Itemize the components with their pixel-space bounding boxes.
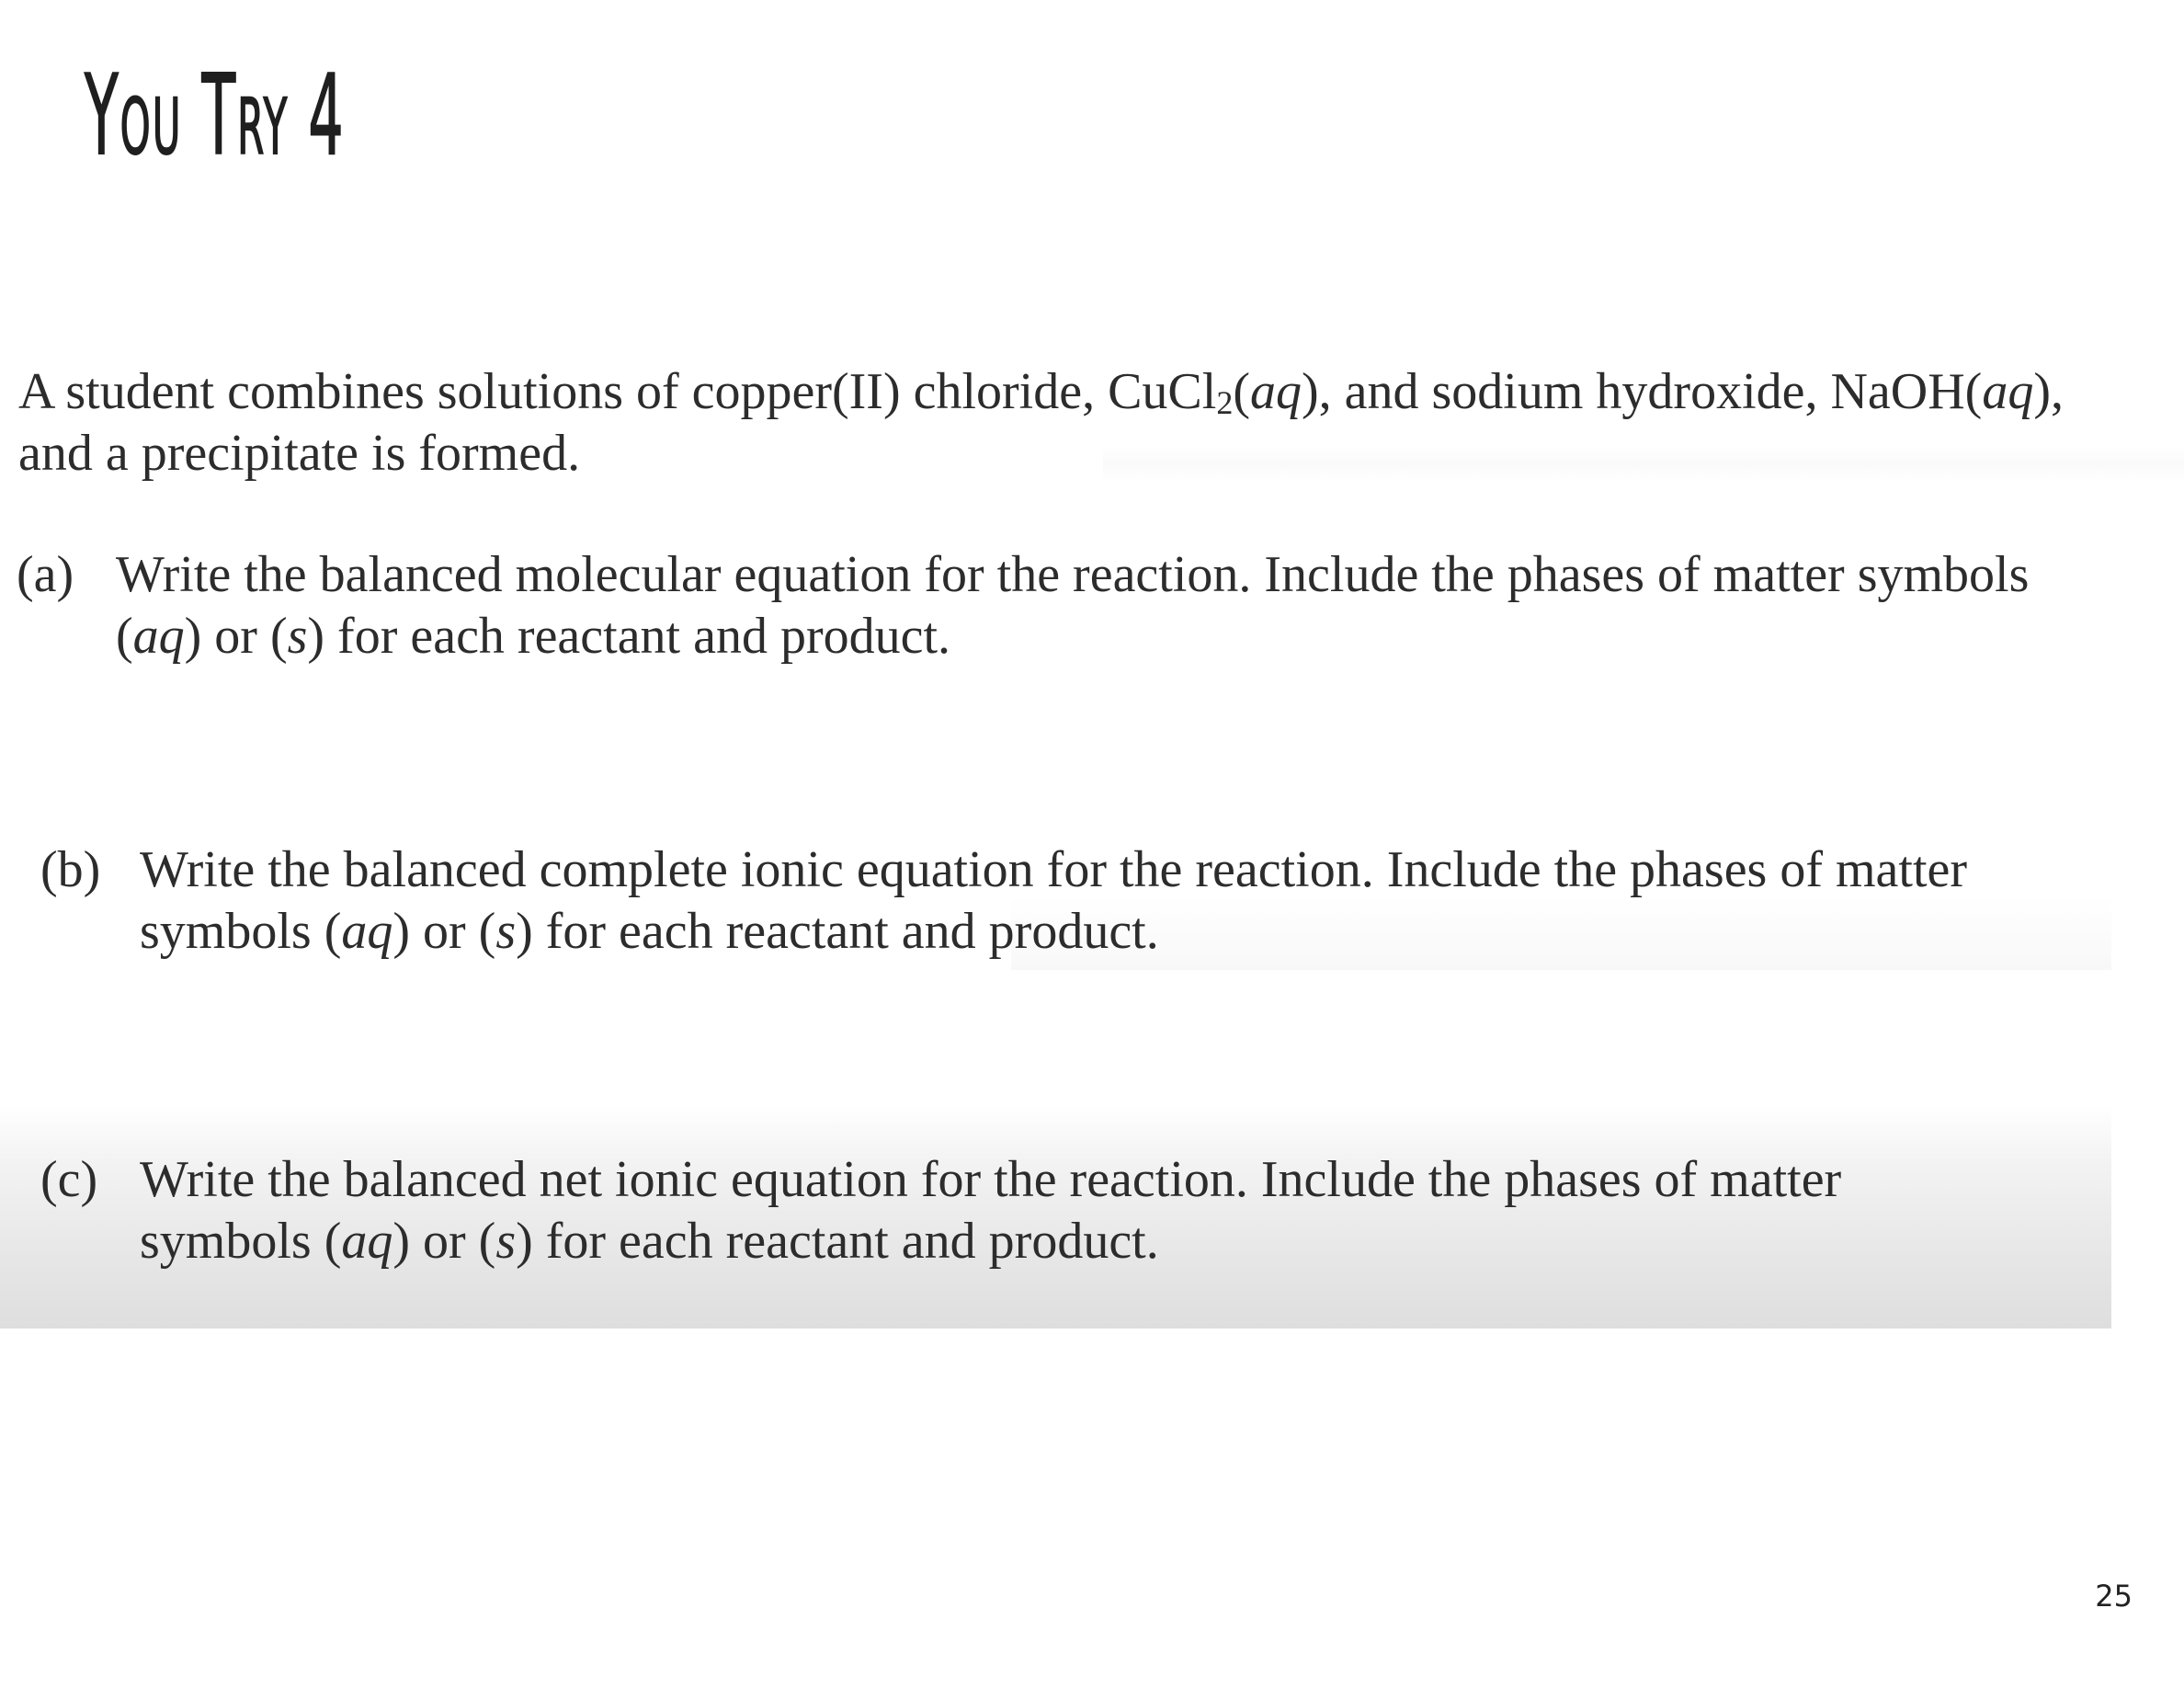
part-text: ) for each reactant and product. <box>307 608 951 665</box>
intro-text: ), and sodium hydroxide, NaOH( <box>1302 363 1983 420</box>
subscript: 2 <box>1216 384 1234 421</box>
part-label: (a) <box>17 546 74 603</box>
page-number: 25 <box>2095 1579 2133 1614</box>
phase-symbol: aq <box>341 903 393 960</box>
phase-symbol: aq <box>341 1213 393 1270</box>
phase-symbol: aq <box>132 608 185 665</box>
question-part-b <box>40 839 1967 963</box>
part-line-2 <box>140 1211 1841 1272</box>
part-body <box>140 1149 1841 1272</box>
question-part-c <box>40 1149 1841 1272</box>
part-text: symbols ( <box>140 903 342 960</box>
part-text: ) or ( <box>184 608 288 665</box>
intro-line-1 <box>18 361 2064 423</box>
part-text: symbols ( <box>140 1213 342 1270</box>
part-text: ) or ( <box>392 903 496 960</box>
question-intro <box>18 361 2064 485</box>
part-label: (b) <box>40 841 101 898</box>
phase-symbol: aq <box>1250 363 1302 420</box>
phase-symbol: aq <box>1982 363 2034 420</box>
part-text: ) for each reactant and product. <box>516 903 1159 960</box>
slide-title: You Try 4 <box>85 52 346 180</box>
part-body <box>116 544 2029 667</box>
intro-line-2: and a precipitate is formed. <box>18 425 581 482</box>
part-line-1: Write the balanced complete ionic equation for the reaction. Include the phases of matter <box>140 841 1968 898</box>
part-text: ( <box>116 608 133 665</box>
part-text: ) for each reactant and product. <box>516 1213 1159 1270</box>
intro-text: ), <box>2033 363 2064 420</box>
intro-text: A student combines solutions of copper(II) chloride, CuCl <box>18 363 1217 420</box>
part-line-2 <box>140 901 1967 963</box>
phase-symbol: s <box>495 903 517 960</box>
phase-symbol: s <box>287 608 308 665</box>
part-line-2 <box>116 606 2029 667</box>
intro-text: ( <box>1233 363 1250 420</box>
part-label: (c) <box>40 1151 98 1208</box>
part-body <box>140 839 1967 963</box>
question-image <box>0 331 2184 1329</box>
part-line-1: Write the balanced net ionic equation for the reaction. Include the phases of matter <box>140 1151 1842 1208</box>
question-part-a <box>17 544 2029 667</box>
phase-symbol: s <box>495 1213 517 1270</box>
part-line-1: Write the balanced molecular equation for the reaction. Include the phases of matter symbols <box>116 546 2030 603</box>
part-text: ) or ( <box>392 1213 496 1270</box>
